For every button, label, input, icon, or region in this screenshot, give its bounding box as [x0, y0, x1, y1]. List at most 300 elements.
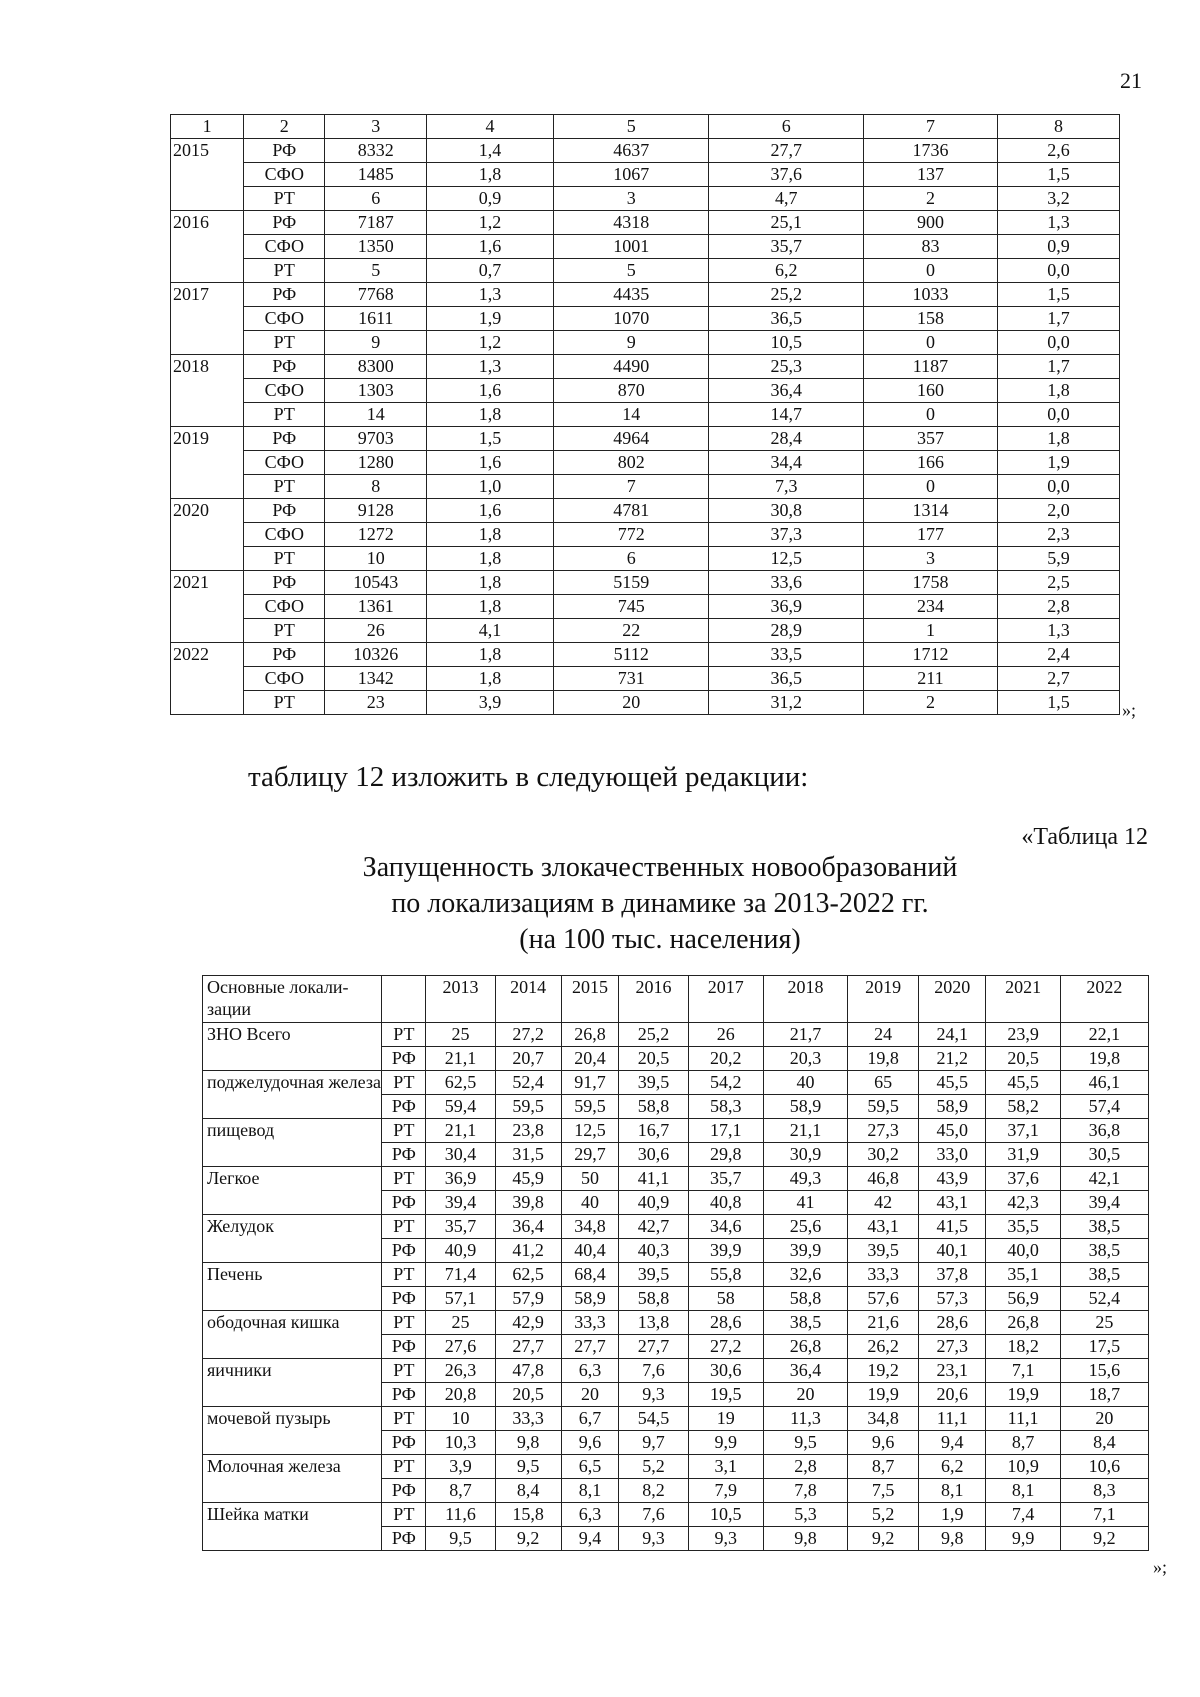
value-cell: 28,9	[709, 619, 863, 643]
year-cell: 2020	[171, 499, 244, 523]
value-cell: 1350	[325, 235, 427, 259]
year-cell: 2017	[171, 283, 244, 307]
value-cell: 27,7	[619, 1335, 688, 1359]
value-cell: 25,6	[764, 1215, 848, 1239]
value-cell: 42,7	[619, 1215, 688, 1239]
value-cell: 7,3	[709, 475, 863, 499]
localization-cell: Шейка матки	[203, 1503, 382, 1551]
value-cell: 21,7	[764, 1023, 848, 1047]
localization-cell: ободочная кишка	[203, 1311, 382, 1359]
value-cell: 1272	[325, 523, 427, 547]
value-cell: 4964	[554, 427, 709, 451]
value-cell: 11,3	[764, 1407, 848, 1431]
value-cell: 8,1	[561, 1479, 619, 1503]
table-row	[171, 595, 1120, 619]
value-cell: 9	[325, 331, 427, 355]
table-row	[203, 1455, 1149, 1479]
region-cell: РТ	[382, 1311, 426, 1335]
value-cell: 19,9	[847, 1383, 918, 1407]
value-cell: 27,7	[495, 1335, 561, 1359]
table-row	[171, 523, 1120, 547]
year-cell	[171, 403, 244, 427]
value-cell: 5,3	[764, 1503, 848, 1527]
region-cell: СФО	[244, 235, 325, 259]
header-cell: 3	[325, 115, 427, 139]
value-cell: 58,2	[986, 1095, 1060, 1119]
value-cell: 33,5	[709, 643, 863, 667]
value-cell: 8,1	[986, 1479, 1060, 1503]
title-line-3: (на 100 тыс. населения)	[519, 924, 801, 955]
value-cell: 4435	[554, 283, 709, 307]
value-cell: 1,8	[427, 595, 554, 619]
value-cell: 23,9	[986, 1023, 1060, 1047]
value-cell: 1,2	[427, 211, 554, 235]
value-cell: 0,0	[998, 259, 1120, 283]
value-cell: 9,3	[688, 1527, 764, 1551]
region-cell: СФО	[244, 307, 325, 331]
region-cell: РТ	[244, 547, 325, 571]
value-cell: 6,3	[561, 1359, 619, 1383]
page-number: 21	[1120, 68, 1142, 93]
value-cell: 32,6	[764, 1263, 848, 1287]
value-cell: 35,5	[986, 1215, 1060, 1239]
value-cell: 36,5	[709, 667, 863, 691]
value-cell: 27,2	[495, 1023, 561, 1047]
value-cell: 57,9	[495, 1287, 561, 1311]
value-cell: 26,8	[764, 1335, 848, 1359]
value-cell: 357	[863, 427, 997, 451]
value-cell: 20,3	[764, 1047, 848, 1071]
value-cell: 40	[561, 1191, 619, 1215]
table-row	[171, 163, 1120, 187]
table-row	[203, 1407, 1149, 1431]
header-cell: 5	[554, 115, 709, 139]
value-cell: 1,8	[427, 643, 554, 667]
year-cell	[171, 595, 244, 619]
value-cell: 21,6	[847, 1311, 918, 1335]
value-cell: 1,6	[427, 235, 554, 259]
region-cell: РФ	[382, 1047, 426, 1071]
value-cell: 36,5	[709, 307, 863, 331]
value-cell: 8332	[325, 139, 427, 163]
value-cell: 10,9	[986, 1455, 1060, 1479]
value-cell: 10,5	[709, 331, 863, 355]
year-cell	[171, 379, 244, 403]
value-cell: 7,4	[986, 1503, 1060, 1527]
value-cell: 91,7	[561, 1071, 619, 1095]
value-cell: 40,0	[986, 1239, 1060, 1263]
value-cell: 35,1	[986, 1263, 1060, 1287]
value-cell: 26,3	[426, 1359, 495, 1383]
value-cell: 47,8	[495, 1359, 561, 1383]
value-cell: 234	[863, 595, 997, 619]
table-row	[171, 451, 1120, 475]
closing-quote-mark: »;	[1122, 700, 1137, 720]
table-row	[203, 1215, 1149, 1239]
value-cell: 30,9	[764, 1143, 848, 1167]
region-cell: РТ	[244, 331, 325, 355]
value-cell: 26	[325, 619, 427, 643]
value-cell: 35,7	[426, 1215, 495, 1239]
region-cell: РТ	[382, 1215, 426, 1239]
value-cell: 57,1	[426, 1287, 495, 1311]
table-row	[203, 1071, 1149, 1095]
value-cell: 5,2	[619, 1455, 688, 1479]
value-cell: 19,2	[847, 1359, 918, 1383]
region-cell: РТ	[244, 403, 325, 427]
value-cell: 1,9	[919, 1503, 986, 1527]
value-cell: 0	[863, 259, 997, 283]
region-cell: СФО	[244, 379, 325, 403]
value-cell: 1280	[325, 451, 427, 475]
value-cell: 36,4	[495, 1215, 561, 1239]
value-cell: 27,7	[709, 139, 863, 163]
value-cell: 9,5	[764, 1431, 848, 1455]
value-cell: 1314	[863, 499, 997, 523]
value-cell: 1,4	[427, 139, 554, 163]
value-cell: 1303	[325, 379, 427, 403]
value-cell: 137	[863, 163, 997, 187]
value-cell: 21,1	[764, 1119, 848, 1143]
value-cell: 28,4	[709, 427, 863, 451]
value-cell: 1342	[325, 667, 427, 691]
value-cell: 42,1	[1060, 1167, 1148, 1191]
value-cell: 45,0	[919, 1119, 986, 1143]
value-cell: 8300	[325, 355, 427, 379]
value-cell: 870	[554, 379, 709, 403]
value-cell: 17,1	[688, 1119, 764, 1143]
value-cell: 177	[863, 523, 997, 547]
value-cell: 9,2	[495, 1527, 561, 1551]
value-cell: 1033	[863, 283, 997, 307]
value-cell: 54,2	[688, 1071, 764, 1095]
value-cell: 23	[325, 691, 427, 715]
header-cell: 7	[863, 115, 997, 139]
value-cell: 9,2	[847, 1527, 918, 1551]
region-cell: СФО	[244, 523, 325, 547]
value-cell: 9,3	[619, 1527, 688, 1551]
header-cell: 1	[171, 115, 244, 139]
value-cell: 7,9	[688, 1479, 764, 1503]
value-cell: 20,5	[619, 1047, 688, 1071]
value-cell: 0,7	[427, 259, 554, 283]
value-cell: 25	[1060, 1311, 1148, 1335]
region-cell: РТ	[382, 1023, 426, 1047]
value-cell: 10326	[325, 643, 427, 667]
value-cell: 3	[863, 547, 997, 571]
value-cell: 41	[764, 1191, 848, 1215]
value-cell: 5159	[554, 571, 709, 595]
value-cell: 33,3	[847, 1263, 918, 1287]
localization-cell: Печень	[203, 1263, 382, 1311]
value-cell: 1,8	[427, 667, 554, 691]
value-cell: 2,7	[998, 667, 1120, 691]
value-cell: 7,8	[764, 1479, 848, 1503]
value-cell: 211	[863, 667, 997, 691]
value-cell: 2,0	[998, 499, 1120, 523]
region-cell: РФ	[382, 1287, 426, 1311]
value-cell: 20,4	[561, 1047, 619, 1071]
value-cell: 1611	[325, 307, 427, 331]
value-cell: 58,8	[619, 1095, 688, 1119]
value-cell: 29,8	[688, 1143, 764, 1167]
value-cell: 7,5	[847, 1479, 918, 1503]
table-header-row	[171, 115, 1120, 139]
value-cell: 59,4	[426, 1095, 495, 1119]
year-header: 2013	[426, 976, 495, 1023]
value-cell: 6,7	[561, 1407, 619, 1431]
value-cell: 158	[863, 307, 997, 331]
value-cell: 9,5	[495, 1455, 561, 1479]
year-cell: 2022	[171, 643, 244, 667]
region-cell: РФ	[382, 1527, 426, 1551]
value-cell: 1,3	[998, 211, 1120, 235]
value-cell: 5,2	[847, 1503, 918, 1527]
value-cell: 10543	[325, 571, 427, 595]
value-cell: 27,6	[426, 1335, 495, 1359]
value-cell: 7,6	[619, 1503, 688, 1527]
value-cell: 20,7	[495, 1047, 561, 1071]
value-cell: 34,6	[688, 1215, 764, 1239]
value-cell: 14	[325, 403, 427, 427]
value-cell: 58,8	[619, 1287, 688, 1311]
region-cell: РТ	[244, 187, 325, 211]
year-cell: 2018	[171, 355, 244, 379]
value-cell: 57,3	[919, 1287, 986, 1311]
value-cell: 1485	[325, 163, 427, 187]
value-cell: 18,2	[986, 1335, 1060, 1359]
value-cell: 40,4	[561, 1239, 619, 1263]
value-cell: 3	[554, 187, 709, 211]
region-cell: РФ	[382, 1479, 426, 1503]
value-cell: 58,9	[561, 1287, 619, 1311]
region-cell: РТ	[382, 1455, 426, 1479]
value-cell: 26,8	[561, 1023, 619, 1047]
value-cell: 50	[561, 1167, 619, 1191]
value-cell: 55,8	[688, 1263, 764, 1287]
localization-cell: поджелудочная железа	[203, 1071, 382, 1119]
value-cell: 0,0	[998, 331, 1120, 355]
value-cell: 59,5	[495, 1095, 561, 1119]
value-cell: 19	[688, 1407, 764, 1431]
value-cell: 41,5	[919, 1215, 986, 1239]
year-cell	[171, 547, 244, 571]
value-cell: 20	[1060, 1407, 1148, 1431]
value-cell: 9,2	[1060, 1527, 1148, 1551]
year-cell	[171, 187, 244, 211]
year-cell: 2021	[171, 571, 244, 595]
value-cell: 20,8	[426, 1383, 495, 1407]
region-cell: РТ	[382, 1167, 426, 1191]
value-cell: 160	[863, 379, 997, 403]
value-cell: 17,5	[1060, 1335, 1148, 1359]
table-label: «Таблица 12	[1021, 824, 1148, 850]
value-cell: 9,9	[986, 1527, 1060, 1551]
value-cell: 1,8	[427, 403, 554, 427]
value-cell: 9,4	[919, 1431, 986, 1455]
value-cell: 25	[426, 1023, 495, 1047]
table-header-row	[203, 976, 1149, 1023]
title-line-2: по локализациям в динамике за 2013-2022 гг.	[391, 888, 929, 919]
value-cell: 900	[863, 211, 997, 235]
value-cell: 1,8	[998, 427, 1120, 451]
value-cell: 166	[863, 451, 997, 475]
year-cell	[171, 475, 244, 499]
localization-cell: мочевой пузырь	[203, 1407, 382, 1455]
value-cell: 7,1	[1060, 1503, 1148, 1527]
value-cell: 34,8	[847, 1407, 918, 1431]
value-cell: 33,3	[495, 1407, 561, 1431]
value-cell: 1,9	[427, 307, 554, 331]
value-cell: 25	[426, 1311, 495, 1335]
value-cell: 36,4	[764, 1359, 848, 1383]
region-cell: СФО	[244, 667, 325, 691]
value-cell: 6,2	[919, 1455, 986, 1479]
value-cell: 11,1	[986, 1407, 1060, 1431]
header-cell: 8	[998, 115, 1120, 139]
table-row	[171, 547, 1120, 571]
value-cell: 62,5	[426, 1071, 495, 1095]
header-cell: 2	[244, 115, 325, 139]
value-cell: 26	[688, 1023, 764, 1047]
value-cell: 33,6	[709, 571, 863, 595]
value-cell: 54,5	[619, 1407, 688, 1431]
region-cell: РТ	[382, 1119, 426, 1143]
value-cell: 9,6	[561, 1431, 619, 1455]
value-cell: 10,6	[1060, 1455, 1148, 1479]
value-cell: 39,5	[619, 1263, 688, 1287]
value-cell: 8,4	[1060, 1431, 1148, 1455]
value-cell: 0,0	[998, 475, 1120, 499]
value-cell: 37,6	[709, 163, 863, 187]
year-cell	[171, 331, 244, 355]
value-cell: 1	[863, 619, 997, 643]
value-cell: 40,9	[426, 1239, 495, 1263]
table-row	[171, 643, 1120, 667]
region-cell: РТ	[244, 475, 325, 499]
value-cell: 7768	[325, 283, 427, 307]
value-cell: 25,1	[709, 211, 863, 235]
value-cell: 10	[325, 547, 427, 571]
value-cell: 5	[325, 259, 427, 283]
value-cell: 35,7	[688, 1167, 764, 1191]
table-row	[171, 403, 1120, 427]
table-row	[171, 187, 1120, 211]
table-row	[171, 307, 1120, 331]
value-cell: 1361	[325, 595, 427, 619]
value-cell: 30,4	[426, 1143, 495, 1167]
value-cell: 4490	[554, 355, 709, 379]
value-cell: 0,9	[998, 235, 1120, 259]
region-cell: РФ	[382, 1191, 426, 1215]
table-row	[203, 1311, 1149, 1335]
value-cell: 11,1	[919, 1407, 986, 1431]
value-cell: 1067	[554, 163, 709, 187]
value-cell: 1,8	[998, 379, 1120, 403]
value-cell: 40	[764, 1071, 848, 1095]
value-cell: 39,5	[847, 1239, 918, 1263]
year-cell	[171, 619, 244, 643]
value-cell: 8,7	[986, 1431, 1060, 1455]
localization-cell: пищевод	[203, 1119, 382, 1167]
value-cell: 46,1	[1060, 1071, 1148, 1095]
year-header: 2014	[495, 976, 561, 1023]
value-cell: 24,1	[919, 1023, 986, 1047]
value-cell: 10,3	[426, 1431, 495, 1455]
value-cell: 15,6	[1060, 1359, 1148, 1383]
value-cell: 6,2	[709, 259, 863, 283]
value-cell: 52,4	[495, 1071, 561, 1095]
value-cell: 1,8	[427, 547, 554, 571]
value-cell: 25,2	[709, 283, 863, 307]
localization-table	[202, 975, 1149, 1551]
value-cell: 34,4	[709, 451, 863, 475]
value-cell: 9,8	[919, 1527, 986, 1551]
value-cell: 20,6	[919, 1383, 986, 1407]
value-cell: 1,7	[998, 355, 1120, 379]
value-cell: 43,1	[919, 1191, 986, 1215]
value-cell: 3,9	[426, 1455, 495, 1479]
value-cell: 37,1	[986, 1119, 1060, 1143]
value-cell: 39,8	[495, 1191, 561, 1215]
value-cell: 31,2	[709, 691, 863, 715]
value-cell: 10	[426, 1407, 495, 1431]
value-cell: 1187	[863, 355, 997, 379]
value-cell: 5112	[554, 643, 709, 667]
value-cell: 7187	[325, 211, 427, 235]
value-cell: 0,9	[427, 187, 554, 211]
value-cell: 1736	[863, 139, 997, 163]
region-cell: РФ	[244, 211, 325, 235]
value-cell: 30,2	[847, 1143, 918, 1167]
region-cell: РТ	[382, 1359, 426, 1383]
table-row	[203, 1503, 1149, 1527]
region-cell: РТ	[382, 1071, 426, 1095]
value-cell: 8	[325, 475, 427, 499]
year-cell: 2016	[171, 211, 244, 235]
value-cell: 9	[554, 331, 709, 355]
localization-cell: Желудок	[203, 1215, 382, 1263]
value-cell: 2	[863, 187, 997, 211]
value-cell: 34,8	[561, 1215, 619, 1239]
year-header: 2018	[764, 976, 848, 1023]
value-cell: 43,1	[847, 1215, 918, 1239]
value-cell: 30,5	[1060, 1143, 1148, 1167]
value-cell: 59,5	[561, 1095, 619, 1119]
region-cell: РФ	[244, 139, 325, 163]
value-cell: 3,1	[688, 1455, 764, 1479]
table-row	[171, 619, 1120, 643]
instruction-text: таблицу 12 изложить в следующей редакции:	[248, 761, 809, 793]
value-cell: 1,3	[427, 355, 554, 379]
value-cell: 38,5	[1060, 1239, 1148, 1263]
value-cell: 14,7	[709, 403, 863, 427]
value-cell: 36,9	[426, 1167, 495, 1191]
year-header: 2016	[619, 976, 688, 1023]
value-cell: 20,2	[688, 1047, 764, 1071]
table-row	[171, 259, 1120, 283]
value-cell: 9,9	[688, 1431, 764, 1455]
value-cell: 36,9	[709, 595, 863, 619]
value-cell: 12,5	[709, 547, 863, 571]
region-cell: РФ	[382, 1335, 426, 1359]
value-cell: 57,4	[1060, 1095, 1148, 1119]
value-cell: 33,0	[919, 1143, 986, 1167]
value-cell: 1,7	[998, 307, 1120, 331]
value-cell: 1,9	[998, 451, 1120, 475]
closing-quote-mark-2: »;	[1153, 1557, 1168, 1577]
year-cell	[171, 235, 244, 259]
